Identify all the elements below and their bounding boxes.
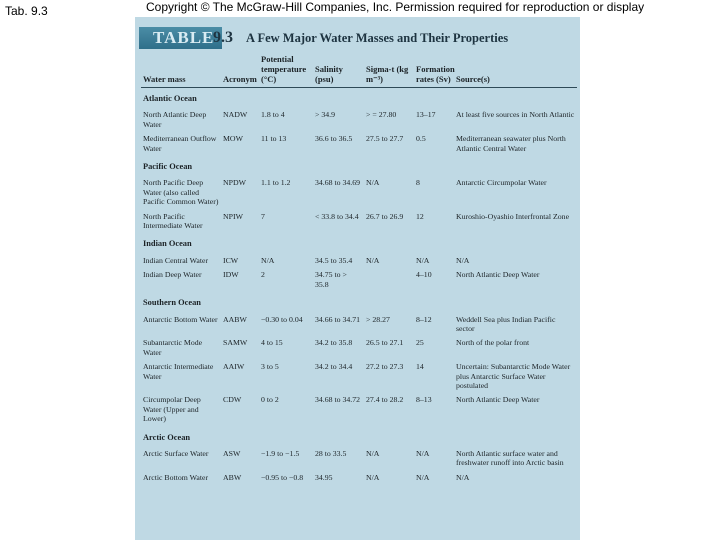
table-cell: > = 27.80 (366, 110, 397, 120)
table-word: TABLE (139, 27, 222, 49)
table-cell: Indian Deep Water (143, 270, 202, 280)
table-cell: AAIW (223, 362, 245, 372)
table-cell: N/A (366, 472, 380, 482)
table-cell: 7 (261, 211, 265, 221)
table-cell: Arctic Bottom Water (143, 472, 209, 482)
table-cell: At least five sources in North Atlantic (456, 110, 575, 120)
table-cell: N/A (416, 255, 430, 265)
table-cell: 1.8 to 4 (261, 110, 285, 120)
region-heading: Atlantic Ocean (143, 94, 197, 103)
table-cell: North Pacific Deep Water (also called Pacific Common Water) (143, 178, 219, 207)
table-cell: Subantarctic Mode Water (143, 338, 203, 357)
table-number: 9.3 (213, 29, 233, 46)
region-heading: Pacific Ocean (143, 162, 193, 172)
table-cell: N/A (366, 178, 380, 188)
column-header: Salinity (psu) (313, 53, 364, 88)
column-header: Sigma-t (kg m⁻³) (364, 53, 414, 88)
table-cell: SAMW (223, 338, 248, 348)
table-cell: 8 (416, 178, 420, 188)
column-header: Acronym (221, 53, 259, 88)
table-cell: North Pacific Intermediate Water (143, 211, 203, 231)
table-body (141, 88, 577, 486)
table-cell: 12 (416, 211, 424, 221)
table-cell: North Atlantic surface water and freshwater runoff into Arctic basin (456, 448, 564, 468)
table-cell: 26.7 to 26.9 (366, 211, 404, 221)
table-cell: 3 to 5 (261, 362, 279, 372)
table-cell: > 34.9 (315, 110, 335, 120)
table-cell: 11 to 13 (261, 134, 287, 144)
table-cell: IDW (223, 270, 239, 280)
table-cell: N/A (366, 255, 380, 265)
region-row (141, 88, 577, 109)
table-cell: NPDW (223, 178, 246, 188)
table-cell: 34.95 (315, 472, 333, 482)
table-cell: ASW (223, 448, 241, 458)
table-row (141, 313, 577, 337)
water-mass-table (141, 53, 577, 485)
column-header: Water mass (141, 53, 221, 88)
table-cell: 0.5 (416, 134, 426, 144)
table-cell: 25 (416, 338, 424, 348)
table-cell: 8–13 (416, 395, 432, 405)
region-row (141, 292, 577, 312)
table-cell: 27.4 to 28.2 (366, 395, 404, 405)
table-cell: Antarctic Circumpolar Water (456, 178, 547, 188)
table-row (141, 393, 577, 426)
table-image (135, 17, 580, 540)
table-row (141, 132, 577, 156)
table-cell: 34.68 to 34.72 (315, 395, 361, 405)
column-header: Potential temperature (°C) (259, 53, 313, 88)
region-heading: Arctic Ocean (143, 432, 191, 442)
table-cell: 27.2 to 27.3 (366, 362, 404, 372)
table-cell: NADW (223, 110, 248, 120)
table-cell: 0 to 2 (261, 395, 279, 405)
table-cell: Arctic Surface Water (143, 448, 209, 458)
table-cell: 34.2 to 34.4 (315, 362, 353, 372)
table-cell: < 33.8 to 34.4 (315, 211, 359, 221)
table-row (141, 447, 577, 471)
table-cell: North Atlantic Deep Water (143, 110, 207, 129)
table-cell: 34.75 to > 35.8 (315, 270, 347, 289)
table-cell: −0.95 to −0.8 (261, 472, 304, 482)
table-title: A Few Major Water Masses and Their Properties (246, 31, 509, 45)
table-cell: MOW (223, 134, 243, 144)
table-cell: Mediterranean Outflow Water (143, 134, 217, 153)
header-row (141, 53, 577, 88)
table-cell: Antarctic Intermediate Water (143, 362, 214, 381)
table-cell: 27.5 to 27.7 (366, 134, 404, 144)
table-cell: CDW (223, 395, 242, 405)
table-cell: N/A (366, 448, 380, 458)
slide-label: Tab. 9.3 (5, 4, 48, 18)
column-header: Formation rates (Sv) (414, 53, 454, 88)
table-cell: Kuroshio-Oyashio Interfrontal Zone (456, 211, 570, 221)
table-cell: Weddell Sea plus Indian Pacific sector (456, 314, 556, 333)
table-row (141, 108, 577, 132)
table-cell: N/A (456, 472, 470, 482)
table-cell: 34.66 to 34.71 (315, 314, 361, 324)
table-cell: 1.1 to 1.2 (261, 178, 291, 188)
region-row (141, 427, 577, 447)
table-banner (135, 23, 580, 53)
table-row (141, 254, 577, 268)
table-cell: 34.2 to 35.8 (315, 338, 353, 348)
table-row (141, 336, 577, 360)
table-cell: North Atlantic Deep Water (456, 270, 540, 280)
table-row (141, 360, 577, 393)
copyright-notice: Copyright © The McGraw-Hill Companies, Inc. Permission required for reproduction or display (146, 0, 645, 14)
table-cell: 28 to 33.5 (315, 448, 347, 458)
table-cell: 26.5 to 27.1 (366, 338, 404, 348)
table-cell: Mediterranean seawater plus North Atlantic Central Water (456, 134, 566, 153)
table-cell: Antarctic Bottom Water (143, 314, 218, 324)
region-heading: Southern Ocean (143, 298, 201, 308)
table-cell: −1.9 to −1.5 (261, 448, 300, 458)
table-cell: 4 to 15 (261, 338, 283, 348)
table-cell: > 28.27 (366, 314, 390, 324)
table-cell: 14 (416, 362, 424, 372)
table-cell: Uncertain: Subantarctic Mode Water plus Antarctic Surface Water postulated (456, 362, 571, 390)
table-row (141, 268, 577, 292)
table-cell: 8–12 (416, 314, 432, 324)
table-cell: Indian Central Water (143, 255, 209, 265)
table-cell: Circumpolar Deep Water (Upper and Lower) (143, 395, 201, 424)
table-cell: 2 (261, 270, 265, 280)
region-heading: Indian Ocean (143, 239, 192, 249)
table-cell: 13–17 (416, 110, 436, 120)
region-row (141, 156, 577, 176)
table-cell: N/A (416, 472, 430, 482)
table-row (141, 176, 577, 209)
column-header: Source(s) (454, 53, 577, 88)
region-row (141, 233, 577, 253)
table-row (141, 210, 577, 234)
table-row (141, 471, 577, 485)
table-cell: N/A (416, 448, 430, 458)
table-cell: AABW (223, 314, 247, 324)
table-cell: NPIW (223, 211, 243, 221)
table-cell: ICW (223, 255, 239, 265)
table-cell: N/A (456, 255, 470, 265)
table-cell: 34.68 to 34.69 (315, 178, 361, 188)
table-cell: 36.6 to 36.5 (315, 134, 353, 144)
table-cell: −0.30 to 0.04 (261, 314, 303, 324)
table-cell: 4–10 (416, 270, 432, 280)
table-cell: N/A (261, 255, 275, 265)
table-cell (364, 268, 414, 292)
table-cell: North Atlantic Deep Water (456, 395, 540, 405)
table-cell: 34.5 to 35.4 (315, 255, 353, 265)
table-cell: North of the polar front (456, 338, 530, 348)
table-cell: ABW (223, 472, 242, 482)
